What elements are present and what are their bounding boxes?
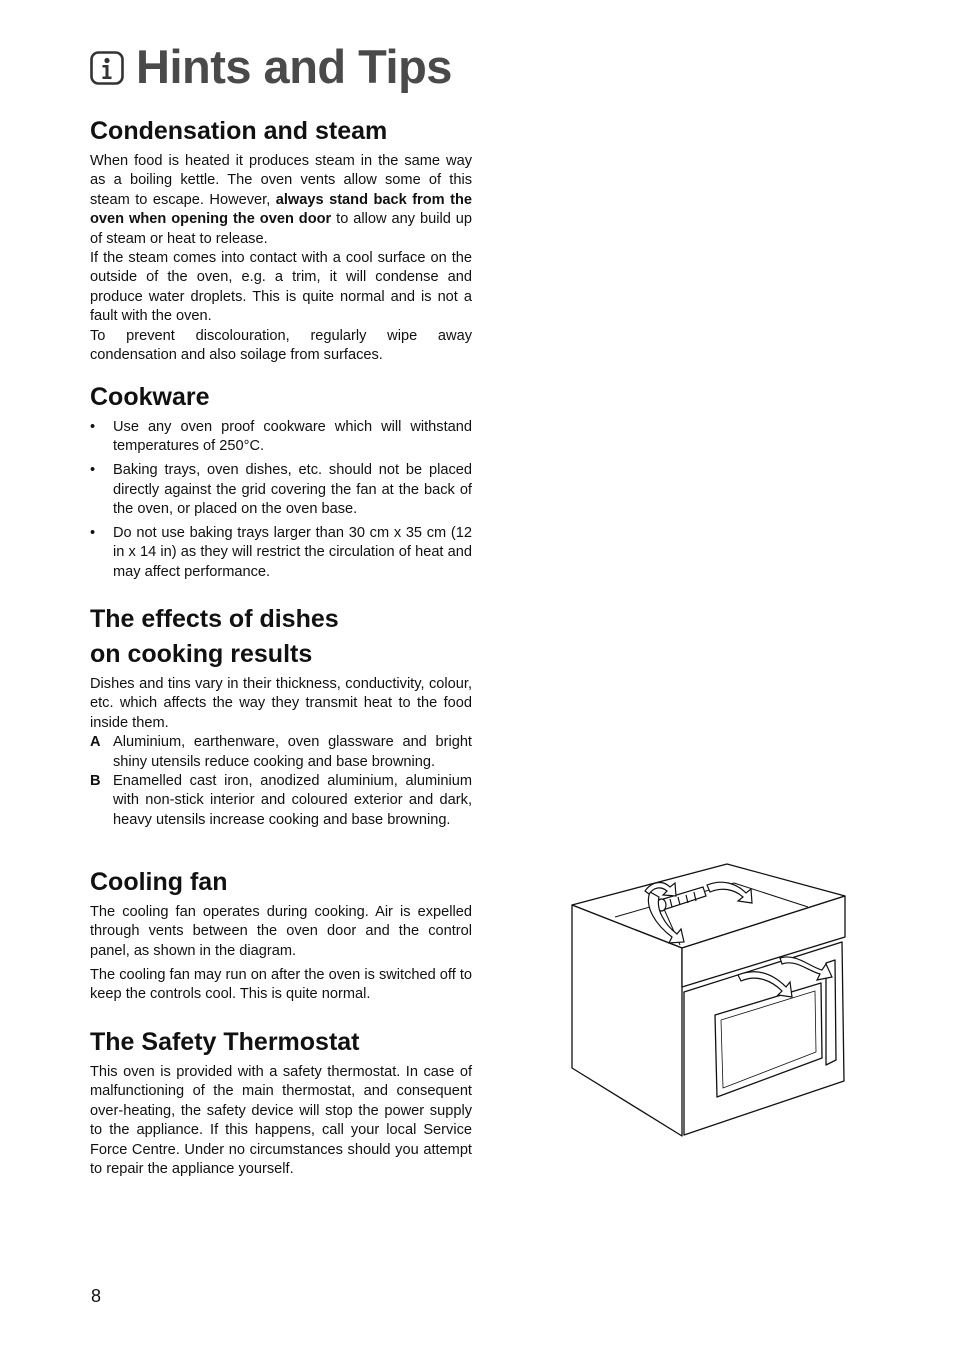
page-number: 8 bbox=[91, 1286, 102, 1306]
list-item bbox=[90, 524, 472, 582]
list-item bbox=[90, 772, 472, 830]
condensation-heading: Condensation and steam bbox=[90, 117, 388, 145]
section-cookware bbox=[90, 380, 472, 586]
list-item-text: Do not use baking trays larger than 30 cm x 35 cm (12 in x 14 in) as they will restrict the circulation of heat and may affect performance. bbox=[113, 524, 472, 580]
list-item-text: Aluminium, earthenware, oven glassware and bright shiny utensils reduce cooking and base browning. bbox=[113, 734, 472, 770]
section-cooling-fan bbox=[90, 865, 472, 1005]
cookware-heading: Cookware bbox=[90, 383, 210, 411]
section-condensation bbox=[90, 114, 472, 365]
list-item-text: Use any oven proof cookware which will withstand temperatures of 250°C. bbox=[113, 419, 472, 455]
effects-list bbox=[90, 733, 472, 830]
page-header bbox=[90, 36, 452, 96]
bullet-marker: • bbox=[90, 462, 96, 479]
condensation-p1-warning: always stand back from the oven when opening the oven door bbox=[90, 191, 472, 228]
oven-airflow-diagram bbox=[560, 855, 860, 1145]
condensation-p1-start: When food is heated it produces steam in the same way as a boiling kettle. The oven vents allow some of this steam to escape. However, bbox=[90, 153, 472, 208]
page-title: Hints and Tips bbox=[136, 39, 452, 93]
cooling-fan-paragraph-2: The cooling fan may run on after the oven is switched off to keep the controls cool. This is quite normal. bbox=[90, 966, 472, 1003]
condensation-p1-end: to allow any build up of steam or heat to release. bbox=[90, 211, 473, 247]
list-item-text: Enamelled cast iron, anodized aluminium, aluminium with non-stick interior and coloured exterior and dark, heavy utensils increase cooking and base browning. bbox=[113, 773, 472, 828]
effects-heading-line-2: on cooking results bbox=[90, 640, 313, 668]
section-effects-of-dishes bbox=[90, 602, 472, 830]
list-item-text: Baking trays, oven dishes, etc. should not be placed directly against the grid covering the fan at the back of the oven, or placed on the oven base. bbox=[113, 462, 472, 518]
info-icon bbox=[90, 51, 124, 85]
bullet-marker: • bbox=[90, 524, 96, 541]
condensation-paragraph-2: If the steam comes into contact with a cool surface on the outside of the oven, e.g. a trim, it will condense and produce water droplets. This is quite normal and is not a fault with the oven. bbox=[90, 250, 472, 325]
list-item bbox=[90, 733, 472, 772]
condensation-paragraph-3: To prevent discolouration, regularly wipe away condensation and also soilage from surfaces. bbox=[90, 327, 472, 364]
cooling-fan-paragraph-1: The cooling fan operates during cooking. Air is expelled through vents between the oven door and the control panel, as shown in the diagram. bbox=[90, 904, 472, 959]
list-item bbox=[90, 461, 472, 519]
effects-intro: Dishes and tins vary in their thickness, conductivity, colour, etc. which affects the way they transmit heat to the food inside them. bbox=[90, 676, 472, 731]
thermostat-paragraph: This oven is provided with a safety thermostat. In case of malfunctioning of the main thermostat, and consequent over-heating, the safety device will stop the power supply to the appliance. If this happens, call your local Service Force Centre. Under no circumstances should you attempt to repair the appliance yourself. bbox=[90, 1064, 472, 1178]
bullet-marker: • bbox=[90, 419, 96, 435]
thermostat-heading: The Safety Thermostat bbox=[90, 1028, 360, 1056]
item-letter: A bbox=[90, 734, 101, 751]
list-item bbox=[90, 418, 472, 457]
effects-heading-line-1: The effects of dishes bbox=[90, 605, 339, 633]
cookware-list bbox=[90, 418, 472, 582]
condensation-paragraph-1 bbox=[90, 152, 472, 249]
cooling-fan-heading: Cooling fan bbox=[90, 868, 228, 896]
section-safety-thermostat bbox=[90, 1025, 472, 1179]
item-letter: B bbox=[90, 773, 101, 790]
